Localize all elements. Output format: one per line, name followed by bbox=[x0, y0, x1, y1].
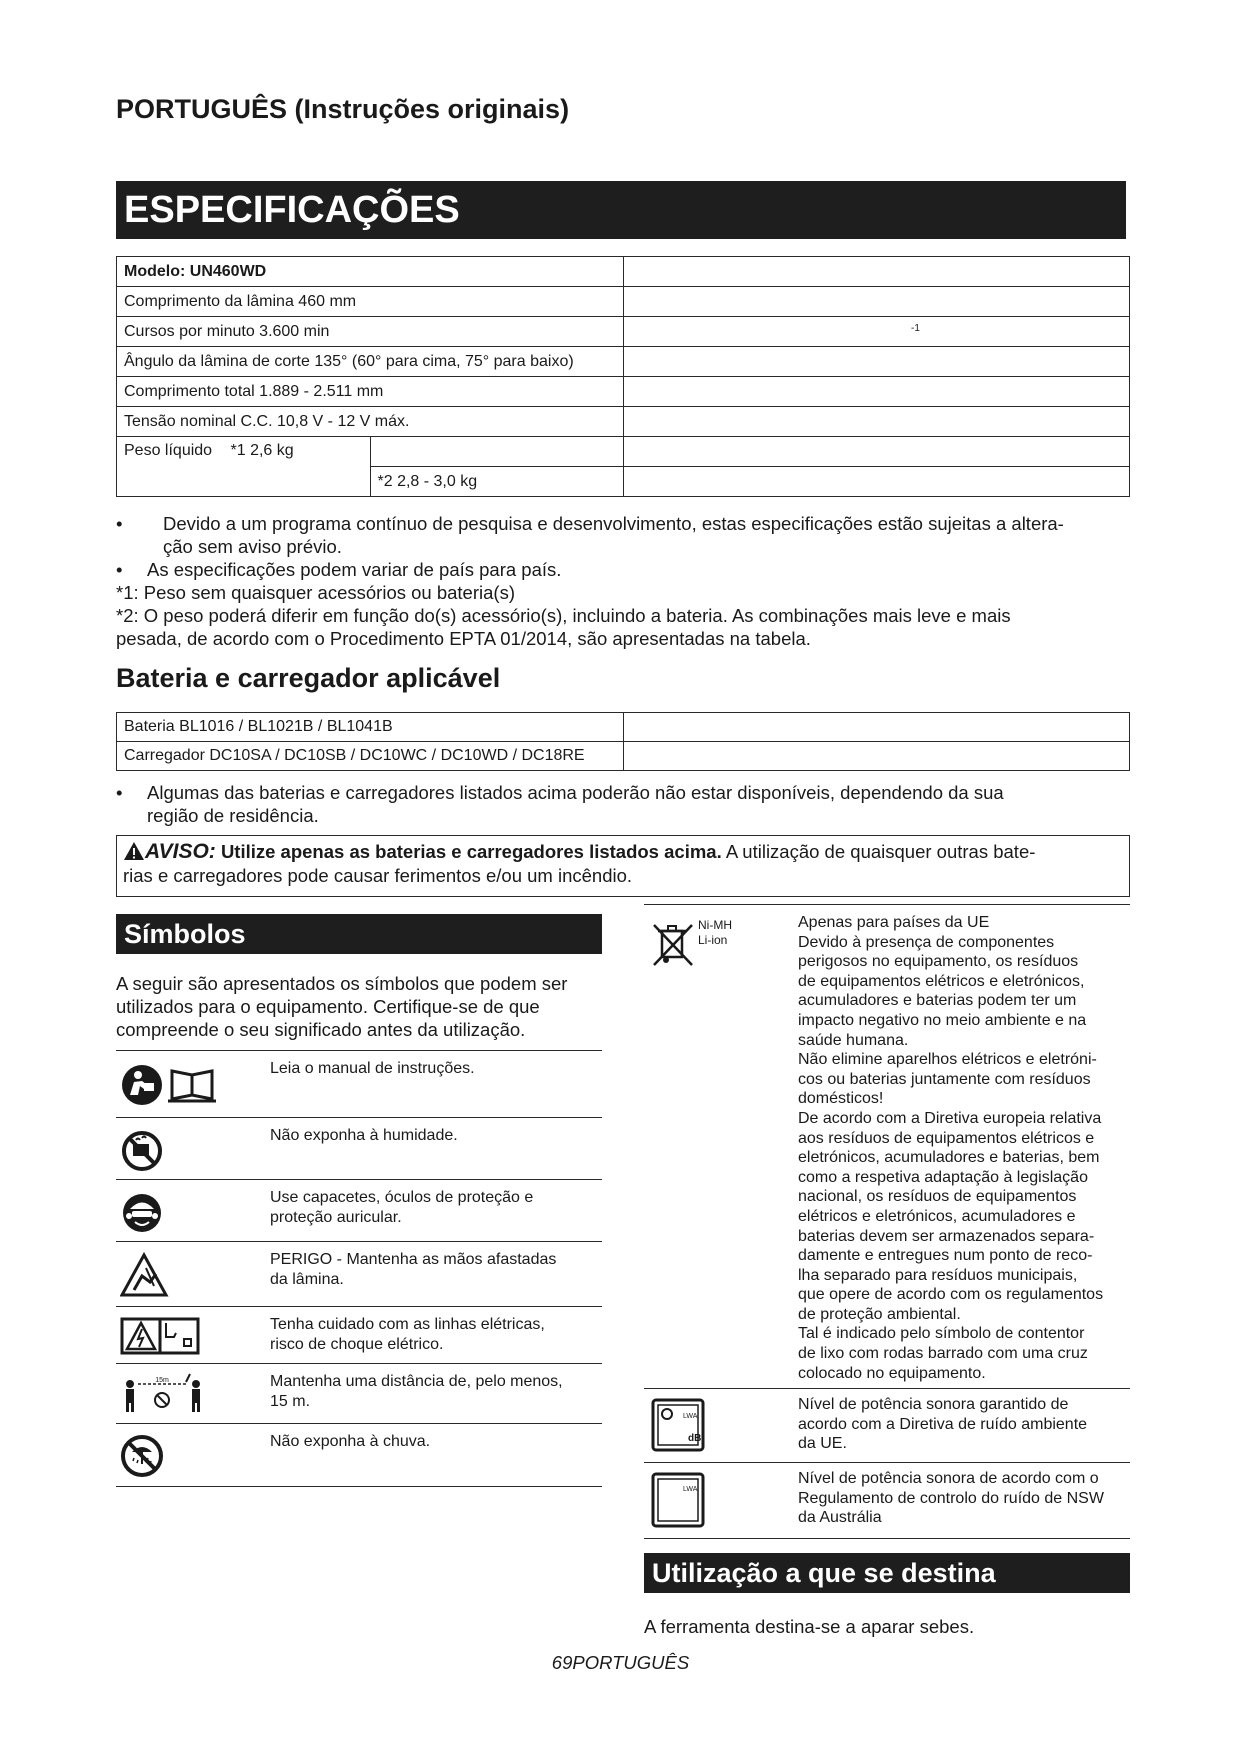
warning-text-line-2: rias e carregadores pode causar ferimentos e/ou um incêndio. bbox=[123, 865, 633, 886]
spec-empty-cell bbox=[624, 467, 1130, 497]
eu-line: colocado no equipamento. bbox=[798, 1364, 986, 1382]
eu-line: eletrónicos, acumuladores e baterias, bem bbox=[798, 1149, 1100, 1167]
symbol-row-no-rain bbox=[116, 1424, 602, 1487]
lwa-label: LWA bbox=[683, 1413, 698, 1420]
noise-eu-text bbox=[798, 1395, 1128, 1454]
note-1-line-1: Devido a um programa contínuo de pesquisa e desenvolvimento, estas especificações estão sujeitas a altera- bbox=[163, 513, 1064, 534]
spec-net-weight-1: *1 2,6 kg bbox=[230, 442, 294, 459]
helmet-goggles-earmuffs-icon bbox=[120, 1192, 166, 1234]
eu-disposal-text bbox=[798, 913, 1128, 1383]
eu-line: perigosos no equipamento, os resíduos bbox=[798, 953, 1079, 971]
spec-empty-cell bbox=[624, 347, 1130, 377]
eu-line: impacto negativo no meio ambiente e na bbox=[798, 1011, 1087, 1029]
symbols-intro-line-3: compreende o seu significado antes da utilização. bbox=[116, 1019, 526, 1040]
language-title: PORTUGUÊS (Instruções originais) bbox=[116, 94, 570, 124]
sound-power-nsw-icon bbox=[650, 1471, 706, 1529]
spec-strokes: Cursos por minuto 3.600 min bbox=[117, 317, 624, 347]
spec-cutting-angle: Ângulo da lâmina de corte 135° (60° para cima, 75° para baixo) bbox=[117, 347, 624, 377]
eu-line: nacional, os resíduos de equipamentos bbox=[798, 1188, 1077, 1206]
eu-line: aos resíduos de equipamentos elétricos e bbox=[798, 1129, 1095, 1147]
specifications-table bbox=[116, 256, 1130, 497]
spec-strokes-unit-cell bbox=[624, 317, 1130, 347]
bullet: • bbox=[116, 513, 123, 534]
spec-empty-cell bbox=[624, 257, 1130, 287]
spec-empty-cell bbox=[370, 437, 624, 467]
symbol-ppe-text bbox=[270, 1188, 590, 1228]
symbol-text-line-1: Use capacetes, óculos de proteção e bbox=[270, 1189, 534, 1206]
symbol-no-humidity-text bbox=[270, 1126, 590, 1146]
nimh-label: Ni-MH bbox=[698, 918, 732, 932]
symbol-row-keep-distance bbox=[116, 1364, 602, 1424]
footnote-1: *1: Peso sem quaisquer acessórios ou bateria(s) bbox=[116, 582, 515, 603]
battery-note-line-2: região de residência. bbox=[147, 805, 319, 826]
symbol-row-no-humidity bbox=[116, 1118, 602, 1180]
symbol-row-read-manual bbox=[116, 1051, 602, 1118]
battery-charger-heading: Bateria e carregador aplicável bbox=[116, 663, 501, 693]
power-lines-icon bbox=[120, 1317, 200, 1355]
spec-empty-cell bbox=[624, 377, 1130, 407]
symbol-no-rain-text bbox=[270, 1432, 590, 1452]
noise-eu-line-1: Nível de potência sonora garantido de bbox=[798, 1396, 1069, 1413]
battery-note-line-1: Algumas das baterias e carregadores listados acima poderão não estar disponíveis, dependendo da sua bbox=[147, 782, 1004, 803]
noise-eu-line-3: da UE. bbox=[798, 1435, 847, 1453]
spec-notes bbox=[116, 512, 1064, 650]
specifications-banner: ESPECIFICAÇÕES bbox=[116, 181, 1126, 239]
symbol-power-lines-text bbox=[270, 1315, 590, 1355]
symbol-text-line-2: proteção auricular. bbox=[270, 1209, 402, 1226]
eu-line: saúde humana. bbox=[798, 1031, 909, 1049]
crossed-bin-icon bbox=[648, 919, 698, 969]
eu-disposal-row bbox=[644, 905, 1130, 1389]
symbol-keep-distance-text bbox=[270, 1372, 590, 1412]
symbol-row-ppe bbox=[116, 1180, 602, 1242]
battery-chemistry bbox=[698, 918, 732, 948]
spec-rated-voltage: Tensão nominal C.C. 10,8 V - 12 V máx. bbox=[117, 407, 624, 437]
symbol-row-power-lines bbox=[116, 1307, 602, 1364]
symbol-text-line-1: Leia o manual de instruções. bbox=[270, 1060, 475, 1077]
noise-eu-row bbox=[644, 1389, 1130, 1463]
symbols-intro-line-1: A seguir são apresentados os símbolos que podem ser bbox=[116, 973, 568, 994]
spec-empty-cell bbox=[624, 287, 1130, 317]
noise-nsw-line-3: da Austrália bbox=[798, 1509, 882, 1527]
battery-row: Bateria BL1016 / BL1021B / BL1041B bbox=[117, 713, 624, 742]
symbols-banner: Símbolos bbox=[116, 914, 602, 954]
bullet: • bbox=[116, 559, 123, 580]
spec-net-weight-label-cell bbox=[117, 437, 371, 497]
noise-eu-line-2: acordo com a Diretiva de ruído ambiente bbox=[798, 1415, 1088, 1433]
footnote-2-line-2: pesada, de acordo com o Procedimento EPTA 01/2014, são apresentadas na tabela. bbox=[116, 628, 811, 649]
symbols-intro-line-2: utilizados para o equipamento. Certifique-se de que bbox=[116, 996, 540, 1017]
read-manual-icon bbox=[120, 1061, 220, 1107]
noise-nsw-text bbox=[798, 1469, 1128, 1528]
symbol-text-line-2: 15 m. bbox=[270, 1393, 311, 1410]
battery-note bbox=[116, 781, 1130, 827]
symbol-text-line-1: Não exponha à humidade. bbox=[270, 1127, 458, 1144]
battery-charger-table bbox=[116, 712, 1130, 771]
spec-strokes-superscript: -1 bbox=[911, 322, 920, 334]
spec-net-weight-2: *2 2,8 - 3,0 kg bbox=[370, 467, 624, 497]
intended-use-text: A ferramenta destina-se a aparar sebes. bbox=[644, 1616, 975, 1637]
page-footer: 69PORTUGUÊS bbox=[551, 1652, 690, 1673]
symbol-text-line-1: Tenha cuidado com as linhas elétricas, bbox=[270, 1316, 545, 1333]
spec-model: Modelo: UN460WD bbox=[117, 257, 624, 287]
spec-empty-cell bbox=[624, 407, 1130, 437]
svg-text:dB: dB bbox=[688, 1433, 702, 1444]
eu-line: de equipamentos elétricos e eletrónicos, bbox=[798, 972, 1085, 990]
warning-bold-text: Utilize apenas as baterias e carregadores listados acima. bbox=[220, 841, 722, 862]
intended-use-banner: Utilização a que se destina bbox=[644, 1553, 1130, 1593]
liion-label: Li-ion bbox=[698, 933, 728, 947]
eu-line: Apenas para países da UE bbox=[798, 914, 990, 931]
distance-label: 15m bbox=[155, 1377, 169, 1384]
spec-blade-length: Comprimento da lâmina 460 mm bbox=[117, 287, 624, 317]
symbols-intro bbox=[116, 972, 567, 1041]
symbol-text-line-1: PERIGO - Mantenha as mãos afastadas bbox=[270, 1251, 557, 1268]
battery-empty-cell bbox=[624, 713, 1130, 742]
eu-line: como a respetiva adaptação à legislação bbox=[798, 1168, 1088, 1186]
symbol-text-line-1: Mantenha uma distância de, pelo menos, bbox=[270, 1373, 563, 1390]
symbol-text-line-1: Não exponha à chuva. bbox=[270, 1433, 431, 1450]
eu-line: Tal é indicado pelo símbolo de contentor bbox=[798, 1325, 1085, 1343]
warning-label: AVISO: bbox=[145, 840, 216, 863]
warning-triangle-icon bbox=[123, 841, 145, 861]
eu-line: baterias devem ser armazenados separa- bbox=[798, 1227, 1095, 1245]
eu-line: de lixo com rodas barrado com uma cruz bbox=[798, 1345, 1088, 1363]
eu-line: elétricos e eletrónicos, acumuladores e bbox=[798, 1207, 1076, 1225]
symbol-text-line-2: da lâmina. bbox=[270, 1271, 344, 1288]
note-2: As especificações podem variar de país para país. bbox=[147, 559, 562, 580]
bullet: • bbox=[116, 782, 123, 803]
symbol-read-manual-text bbox=[270, 1059, 590, 1079]
symbol-text-line-2: risco de choque elétrico. bbox=[270, 1336, 444, 1353]
blade-danger-icon bbox=[120, 1252, 170, 1298]
eu-line: Devido à presença de componentes bbox=[798, 933, 1055, 951]
spec-overall-length: Comprimento total 1.889 - 2.511 mm bbox=[117, 377, 624, 407]
keep-distance-icon bbox=[120, 1372, 206, 1416]
spec-empty-cell bbox=[624, 437, 1130, 467]
eu-line: lha separado para resíduos municipais, bbox=[798, 1266, 1078, 1284]
warning-text-line-1: A utilização de quaisquer outras bate- bbox=[721, 841, 1036, 862]
noise-nsw-row bbox=[644, 1463, 1130, 1539]
no-humidity-icon bbox=[120, 1130, 166, 1172]
note-1-line-2: ção sem aviso prévio. bbox=[163, 536, 342, 557]
eu-line: De acordo com a Diretiva europeia relativa bbox=[798, 1109, 1102, 1127]
charger-empty-cell bbox=[624, 742, 1130, 771]
eu-line: de proteção ambiental. bbox=[798, 1305, 961, 1323]
warning-box bbox=[116, 835, 1130, 897]
eu-line: Não elimine aparelhos elétricos e eletróni- bbox=[798, 1051, 1097, 1069]
lwa-label: LWA bbox=[683, 1486, 698, 1493]
eu-line: que opere de acordo com os regulamentos bbox=[798, 1286, 1104, 1304]
sound-power-eu-icon bbox=[650, 1397, 706, 1453]
eu-line: acumuladores e baterias podem ter um bbox=[798, 992, 1077, 1010]
no-rain-icon bbox=[120, 1434, 166, 1478]
noise-nsw-line-1: Nível de potência sonora de acordo com o bbox=[798, 1470, 1099, 1487]
footnote-2-line-1: *2: O peso poderá diferir em função do(s) acessório(s), incluindo a bateria. As combinações mais leve e mais bbox=[116, 605, 1011, 626]
charger-row: Carregador DC10SA / DC10SB / DC10WC / DC10WD / DC18RE bbox=[117, 742, 624, 771]
eu-line: domésticos! bbox=[798, 1090, 884, 1108]
spec-net-weight-label: Peso líquido bbox=[124, 442, 213, 459]
symbol-blade-danger-text bbox=[270, 1250, 590, 1290]
symbol-row-blade-danger bbox=[116, 1242, 602, 1307]
eu-line: cos ou baterias juntamente com resíduos bbox=[798, 1070, 1091, 1088]
noise-nsw-line-2: Regulamento de controlo do ruído de NSW bbox=[798, 1489, 1104, 1507]
eu-line: damente e entregues num ponto de reco- bbox=[798, 1247, 1093, 1265]
